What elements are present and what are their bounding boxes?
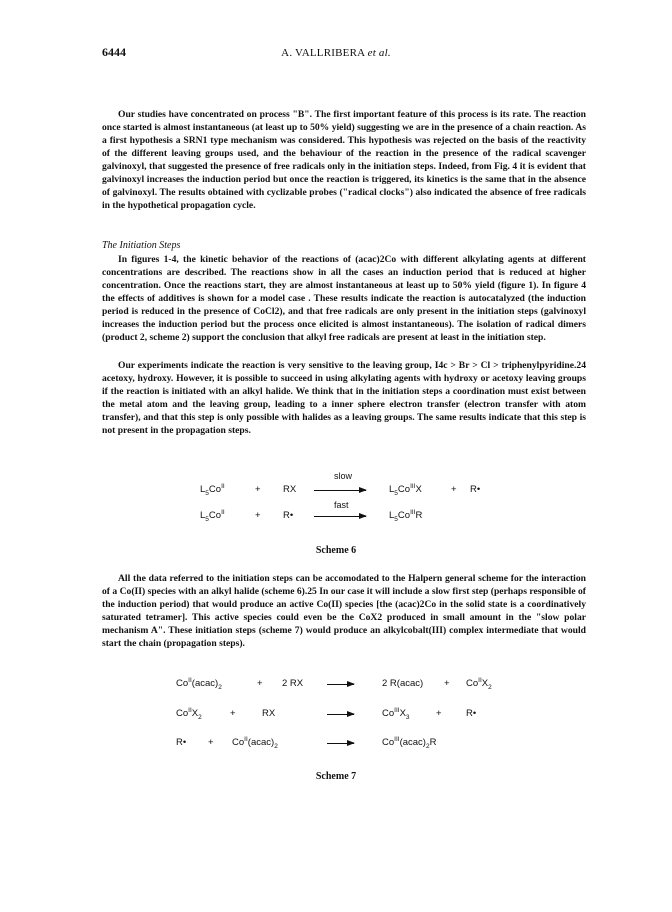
scheme7-row2-arrow (327, 714, 354, 715)
scheme6-row2-arrow (314, 516, 366, 517)
running-header (0, 47, 672, 59)
scheme7-row2-plus: + (230, 708, 236, 719)
scheme6-row2-reagent: R• (283, 510, 294, 521)
scheme6-row1-reagent: RX (283, 484, 297, 495)
paragraph-2-text: In figures 1-4, the kinetic behavior of the reactions of (acac)2Co with different alkylating agents at different concentrations are described. The reactions show in all the cases an induction period that is reduced at higher concentration. Once the reactions start, they are almost instantaneous at least up to 50% yield (figure 1). In figure 4 the effects of additives is shown for a model case . These results indicate the reaction is autocatalyzed (the induction period is reduced in the presence of CoCl2), and that free radicals are only present in the initiation steps (galvinoxyl increases the induction period but the process once elicited is almost instantaneous). The isolation of radical dimers (product 2, scheme 2) support the conclusion that alkyl free radicals are present at least in the initiation step. (102, 254, 586, 343)
scheme7-row3-product: $Co^{III}(acac)_2R$ (382, 735, 437, 750)
scheme7-row1-product2: $Co^{II}X_2$ (466, 676, 492, 691)
scheme7-row1-plus2: + (444, 678, 450, 689)
scheme7-row2-reagent: RX (262, 708, 276, 719)
paragraph-halpern (102, 572, 586, 650)
scheme7-row2-product2: R• (466, 708, 477, 719)
scheme7-row2-reactant: $Co^{II}X_2$ (176, 706, 202, 721)
paragraph-process-b (102, 108, 586, 212)
running-header-suffix: et al. (367, 47, 391, 59)
scheme6-row1-product2: R• (470, 484, 481, 495)
paragraph-leaving-group (102, 359, 586, 437)
scheme6-slow-label: slow (334, 471, 353, 481)
scheme7-row1-plus: + (257, 678, 263, 689)
paragraph-3-text: Our experiments indicate the reaction is very sensitive to the leaving group, I4c > Br > Cl > triphenylpyridine.24 acetoxy, hydroxy. However, it is possible to succeed in using alkylating agents with hydroxy or acetoxy leaving groups if the reaction is initiated with an alkyl halide. We think that in the initiation steps a coordination must exist between the metal atom and the leaving group, leading to a inner sphere electron transfer (electron transfer with atom transfer), and that this step is only possible with halides as a leaving groups. The same results indicate that this step is not present in the propagation steps. (102, 360, 586, 436)
paragraph-1-text: Our studies have concentrated on process "B". The first important feature of this process is its rate. The reaction once started is almost instantaneous (at least up to 50% yield) suggesting we are in the presence of a chain reaction. As a first hypothesis a SRN1 type mechanism was considered. This hypothesis was rejected on the basis of the reactivity of the different leaving groups used, and the behaviour of the reaction in the presence of the radical scavenger galvinoxyl, that suggested the presence of free radicals only in the initiation steps. Indeed, from Fig. 4 it is evident that galvinoxyl increases the induction period but once the reaction is triggered, its kinetics is the same that in the absence of galvinoxyl. The results obtained with cyclizable probes ("radical clocks") also indicated the absence of free radicals in the hypothetical propagation cycle. (102, 109, 586, 211)
scheme7-row3-reactant: R• (176, 737, 187, 748)
scheme7-row2-product: $Co^{III}X_3$ (382, 706, 410, 721)
paragraph-4-text: All the data referred to the initiation steps can be accomodated to the Halpern general scheme for the interaction of a Co(II) species with an alkyl halide (scheme 6).25 In our case it will include a slow first step (perhaps responsible of the induction period) that would produce an active Co(II) species [the (acac)2Co in the solid state is a coordinatively saturated tetramer]. This active species could even be the CoX2 produced in small amount in the "slow polar mechanism A". These initiation steps (scheme 7) would produce an alkylcobalt(III) complex intermediate that would start the chain (propagation steps). (102, 573, 586, 649)
running-header-author: A. VALLRIBERA (281, 47, 365, 59)
scheme6-row2-plus: + (255, 510, 261, 521)
paragraph-initiation (102, 253, 586, 344)
scheme6-row1-product: $L_5Co^{III}X$ (389, 482, 422, 497)
scheme7-caption: Scheme 7 (315, 771, 357, 782)
scheme6-row1-plus2: + (451, 484, 457, 495)
scheme7-row1-product: 2 R(acac) (382, 678, 424, 689)
section-heading: The Initiation Steps (102, 240, 181, 251)
scheme6-fast-label: fast (334, 500, 349, 510)
scheme6-row2-reactant: $L_5Co^{II}$ (200, 508, 225, 523)
scheme6-row1-plus: + (255, 484, 261, 495)
scheme6-row2-product: $L_5Co^{III}R$ (389, 508, 423, 523)
scheme7-row3-reagent: $Co^{II}(acac)_2$ (232, 735, 278, 750)
scheme7-row3-plus: + (208, 737, 214, 748)
scheme7-row1-reactant: $Co^{II}(acac)_2$ (176, 676, 222, 691)
scheme7-row1-reagent: 2 RX (282, 678, 304, 689)
scheme7-row3-arrow (327, 743, 354, 744)
scheme6-row1-reactant: $L_5Co^{II}$ (200, 482, 225, 497)
scheme7-row2-plus2: + (436, 708, 442, 719)
page-number: 6444 (102, 45, 126, 59)
scheme7-row1-arrow (327, 684, 354, 685)
scheme6-caption: Scheme 6 (315, 545, 357, 556)
scheme6-row1-arrow (314, 490, 366, 491)
